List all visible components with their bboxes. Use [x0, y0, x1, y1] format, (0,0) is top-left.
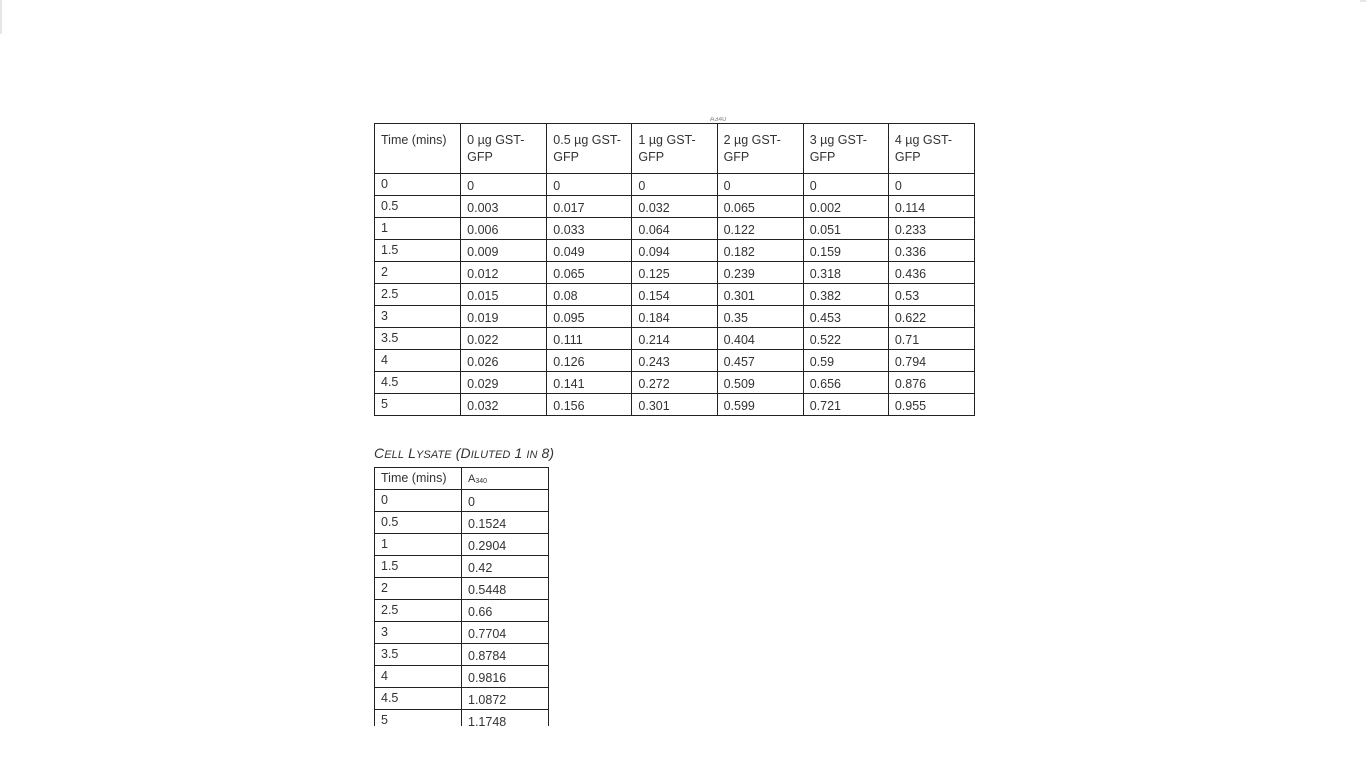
- value-cell: 0.141: [547, 372, 632, 394]
- table-row: [375, 328, 975, 350]
- table-row: [375, 644, 549, 666]
- value-cell: 0.033: [547, 218, 632, 240]
- kinetics-table: [374, 123, 975, 416]
- table-row: [375, 306, 975, 328]
- header-cell-absorbance: $A_{340}$: [462, 468, 549, 490]
- value-cell: 0.122: [717, 218, 803, 240]
- table-row: [375, 174, 975, 196]
- value-cell: 0: [462, 490, 549, 512]
- time-cell: 1: [375, 218, 461, 240]
- table-row: [375, 578, 549, 600]
- table-header-row: [375, 124, 975, 174]
- time-cell: 4.5: [375, 688, 462, 710]
- table-row: [375, 218, 975, 240]
- table-row: [375, 512, 549, 534]
- value-cell: 0.436: [888, 262, 974, 284]
- time-cell: 1.5: [375, 240, 461, 262]
- table-row: [375, 240, 975, 262]
- value-cell: 0.159: [803, 240, 888, 262]
- value-cell: 0.214: [632, 328, 717, 350]
- time-cell: 5: [375, 394, 461, 416]
- value-cell: 0.065: [717, 196, 803, 218]
- value-cell: 0.5448: [462, 578, 549, 600]
- time-cell: 2: [375, 262, 461, 284]
- value-cell: 0.012: [461, 262, 547, 284]
- value-cell: 0.457: [717, 350, 803, 372]
- value-cell: 0.239: [717, 262, 803, 284]
- page-edge-right: [1360, 0, 1366, 2]
- time-cell: 2: [375, 578, 462, 600]
- value-cell: 0.53: [888, 284, 974, 306]
- value-cell: 0.065: [547, 262, 632, 284]
- value-cell: 0.233: [888, 218, 974, 240]
- table-row: [375, 534, 549, 556]
- value-cell: 0.318: [803, 262, 888, 284]
- time-cell: 3: [375, 622, 462, 644]
- value-cell: 0.002: [803, 196, 888, 218]
- value-cell: 0.336: [888, 240, 974, 262]
- value-cell: 0: [632, 174, 717, 196]
- time-cell: 3.5: [375, 644, 462, 666]
- value-cell: 0: [803, 174, 888, 196]
- lysate-table: [374, 467, 549, 726]
- table-row: [375, 622, 549, 644]
- value-cell: 0.453: [803, 306, 888, 328]
- value-cell: 0: [547, 174, 632, 196]
- value-cell: 0.35: [717, 306, 803, 328]
- value-cell: 0.095: [547, 306, 632, 328]
- time-cell: 3.5: [375, 328, 461, 350]
- value-cell: 0: [717, 174, 803, 196]
- table-row: [375, 284, 975, 306]
- table-row: [375, 490, 549, 512]
- table-row: [375, 556, 549, 578]
- time-cell: 0: [375, 490, 462, 512]
- value-cell: 0.301: [717, 284, 803, 306]
- header-cell: 2 µg GST-GFP: [717, 124, 803, 174]
- value-cell: 0.154: [632, 284, 717, 306]
- value-cell: 0.125: [632, 262, 717, 284]
- value-cell: 0.064: [632, 218, 717, 240]
- time-cell: 2.5: [375, 284, 461, 306]
- cut-off-header-text: A340: [709, 117, 727, 122]
- value-cell: 0.009: [461, 240, 547, 262]
- value-cell: 0.404: [717, 328, 803, 350]
- table-row: [375, 196, 975, 218]
- page-edge-left: [0, 0, 2, 34]
- time-cell: 4: [375, 350, 461, 372]
- value-cell: 0.029: [461, 372, 547, 394]
- time-cell: 0: [375, 174, 461, 196]
- value-cell: 0.243: [632, 350, 717, 372]
- table-row: [375, 372, 975, 394]
- value-cell: 0.032: [632, 196, 717, 218]
- value-cell: 0.2904: [462, 534, 549, 556]
- header-cell: 4 µg GST-GFP: [888, 124, 974, 174]
- value-cell: 0: [888, 174, 974, 196]
- value-cell: 0.522: [803, 328, 888, 350]
- time-cell: 4.5: [375, 372, 461, 394]
- value-cell: 0.156: [547, 394, 632, 416]
- header-cell: 0.5 µg GST-GFP: [547, 124, 632, 174]
- value-cell: 0.184: [632, 306, 717, 328]
- time-cell: 0.5: [375, 512, 462, 534]
- value-cell: 0.126: [547, 350, 632, 372]
- table-header-row: [375, 468, 549, 490]
- time-cell: 0.5: [375, 196, 461, 218]
- value-cell: 0.026: [461, 350, 547, 372]
- value-cell: 0.876: [888, 372, 974, 394]
- table-row: [375, 600, 549, 622]
- value-cell: 0.022: [461, 328, 547, 350]
- value-cell: 0.955: [888, 394, 974, 416]
- header-cell: 3 µg GST-GFP: [803, 124, 888, 174]
- value-cell: 0.272: [632, 372, 717, 394]
- value-cell: 0.015: [461, 284, 547, 306]
- value-cell: 0.003: [461, 196, 547, 218]
- table-row: [375, 666, 549, 688]
- header-cell: Time (mins): [375, 124, 461, 174]
- value-cell: 0.59: [803, 350, 888, 372]
- value-cell: 0.301: [632, 394, 717, 416]
- time-cell: 2.5: [375, 600, 462, 622]
- time-cell: 1.5: [375, 556, 462, 578]
- time-cell: 3: [375, 306, 461, 328]
- table-row: [375, 394, 975, 416]
- value-cell: 0.006: [461, 218, 547, 240]
- value-cell: 0.599: [717, 394, 803, 416]
- header-cell: 1 µg GST-GFP: [632, 124, 717, 174]
- value-cell: 0.7704: [462, 622, 549, 644]
- value-cell: 0.08: [547, 284, 632, 306]
- table-row: [375, 688, 549, 710]
- value-cell: 0.182: [717, 240, 803, 262]
- value-cell: 0.094: [632, 240, 717, 262]
- value-cell: 0.71: [888, 328, 974, 350]
- header-cell-time: Time (mins): [375, 468, 462, 490]
- value-cell: 0.017: [547, 196, 632, 218]
- value-cell: 1.0872: [462, 688, 549, 710]
- value-cell: 0.656: [803, 372, 888, 394]
- value-cell: 0.019: [461, 306, 547, 328]
- value-cell: 0.111: [547, 328, 632, 350]
- value-cell: 0.42: [462, 556, 549, 578]
- value-cell: 0.509: [717, 372, 803, 394]
- value-cell: 0.051: [803, 218, 888, 240]
- time-cell: 1: [375, 534, 462, 556]
- table-row: [375, 262, 975, 284]
- value-cell: 0.721: [803, 394, 888, 416]
- time-cell: 4: [375, 666, 462, 688]
- value-cell: 0.049: [547, 240, 632, 262]
- header-cell: 0 µg GST-GFP: [461, 124, 547, 174]
- value-cell: 0.8784: [462, 644, 549, 666]
- value-cell: 0.9816: [462, 666, 549, 688]
- value-cell: 0.114: [888, 196, 974, 218]
- time-cell: 5: [375, 710, 462, 727]
- lysate-table-clip: [374, 467, 549, 726]
- value-cell: 0: [461, 174, 547, 196]
- value-cell: 0.622: [888, 306, 974, 328]
- value-cell: 0.382: [803, 284, 888, 306]
- value-cell: 0.794: [888, 350, 974, 372]
- table-row: [375, 710, 549, 727]
- table-row: [375, 350, 975, 372]
- value-cell: 0.032: [461, 394, 547, 416]
- value-cell: 0.1524: [462, 512, 549, 534]
- value-cell: 1.1748: [462, 710, 549, 727]
- value-cell: 0.66: [462, 600, 549, 622]
- lysate-heading: CELL LYSATE (DILUTED 1 IN 8): [374, 445, 555, 461]
